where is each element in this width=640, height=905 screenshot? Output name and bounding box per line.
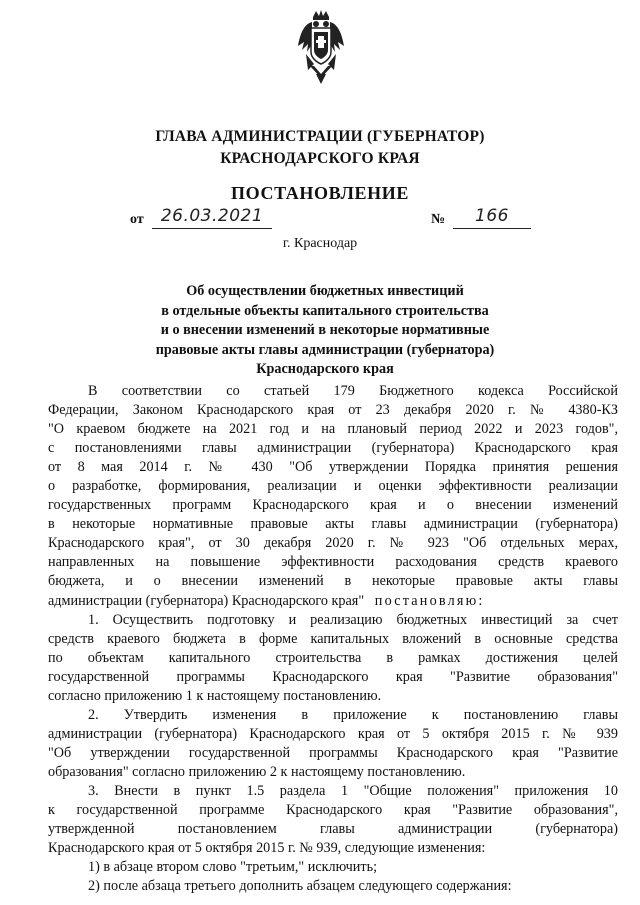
number-value: 166 (453, 206, 531, 229)
item-3-line: 3. Внести в пункт 1.5 раздела 1 "Общие положения" приложения 10 (88, 782, 618, 799)
intro-line: направленных на повышение эффективности расходования средств краевого (48, 554, 618, 571)
subject-line: правовые акты главы администрации (губернатора) (155, 341, 495, 358)
document-type: ПОСТАНОВЛЕНИЕ (231, 183, 409, 203)
date-prefix: от (130, 212, 144, 227)
intro-line: государственных программ Краснодарского края и о внесении изменений (48, 497, 618, 514)
intro-line: Федерации, Законом Краснодарского края от 23 декабря 2020 г. № 4380-КЗ (48, 402, 618, 419)
intro-line: Краснодарского края", от 30 декабря 2020 г. № 923 "Об отдельных мерах, (48, 535, 618, 552)
item-3-line: утвержденной постановлением главы администрации (губернатора) (48, 821, 618, 838)
subitem-2: 2) после абзаца третьего дополнить абзацем следующего содержания: (88, 878, 512, 895)
authority-title: ГЛАВА АДМИНИСТРАЦИИ (ГУБЕРНАТОР) (155, 128, 485, 145)
resolve-word: постановляю: (374, 592, 485, 609)
intro-last-text: администрации (губернатора) Краснодарского края" (48, 592, 365, 609)
intro-line: с постановлениями главы администрации (губернатора) Краснодарского края (48, 440, 618, 457)
item-1-line: 1. Осуществить подготовку и реализацию бюджетных инвестиций за счет (88, 611, 618, 628)
item-1-line: государственной программы Краснодарского края "Развитие образования" (48, 668, 618, 685)
item-1-line: по объектам капитального строительства в рамках достижения целей (48, 649, 618, 666)
subject-line: и о внесении изменений в некоторые нормативные (160, 322, 490, 339)
subitem-1: 1) в абзаце втором слово "третьим," исключить; (88, 859, 378, 876)
intro-line: в некоторые нормативные правовые акты главы администрации (губернатора) (48, 516, 618, 533)
subject-line: Краснодарского края (256, 361, 394, 378)
intro-line: "О краевом бюджете на 2021 год и на плановый период 2022 и 2023 годов", (48, 421, 618, 438)
intro-line (48, 592, 618, 611)
item-1-line: средств краевого бюджета в форме капитальных вложений в основные средства (48, 630, 618, 647)
item-2-line: администрации (губернатора) Краснодарского края от 5 октября 2015 г. № 939 (48, 725, 618, 742)
intro-line: от 8 мая 2014 г. № 430 "Об утверждении Порядка принятия решения (48, 459, 618, 476)
intro-paragraph (48, 382, 618, 896)
item-1-line: согласно приложению 1 к настоящему постановлению. (48, 687, 382, 704)
subject-line: в отдельные объекты капитального строительства (161, 302, 489, 319)
item-3-line: Краснодарского края от 5 октября 2015 г. № 939, следующие изменения: (48, 840, 486, 857)
number-prefix: № (431, 212, 446, 227)
item-3-line: к государственной программе Краснодарского края "Развитие образования", (48, 802, 618, 819)
coat-of-arms-emblem (296, 8, 346, 86)
number-line (431, 206, 509, 228)
item-2-line: "Об утверждении государственной программы Краснодарского края "Развитие (48, 744, 618, 761)
subject-line: Об осуществлении бюджетных инвестиций (186, 283, 464, 299)
item-2-line: образования" согласно приложению 2 к настоящему постановлению. (48, 763, 466, 780)
intro-line: бюджета, и о внесении изменений в некоторые правовые акты главы (48, 573, 618, 590)
authority-region: КРАСНОДАРСКОГО КРАЯ (220, 150, 420, 167)
intro-line: В соответствии со статьей 179 Бюджетного кодекса Российской (88, 383, 618, 399)
date-line (130, 206, 264, 228)
document-subject (60, 282, 590, 380)
city: г. Краснодар (282, 236, 358, 251)
item-2-line: 2. Утвердить изменения в приложение к постановлению главы (88, 706, 618, 723)
document-body (48, 382, 618, 896)
date-value: 26.03.2021 (152, 206, 272, 229)
intro-line: о разработке, формирования, реализации и оценки эффективности реализации (48, 478, 618, 495)
